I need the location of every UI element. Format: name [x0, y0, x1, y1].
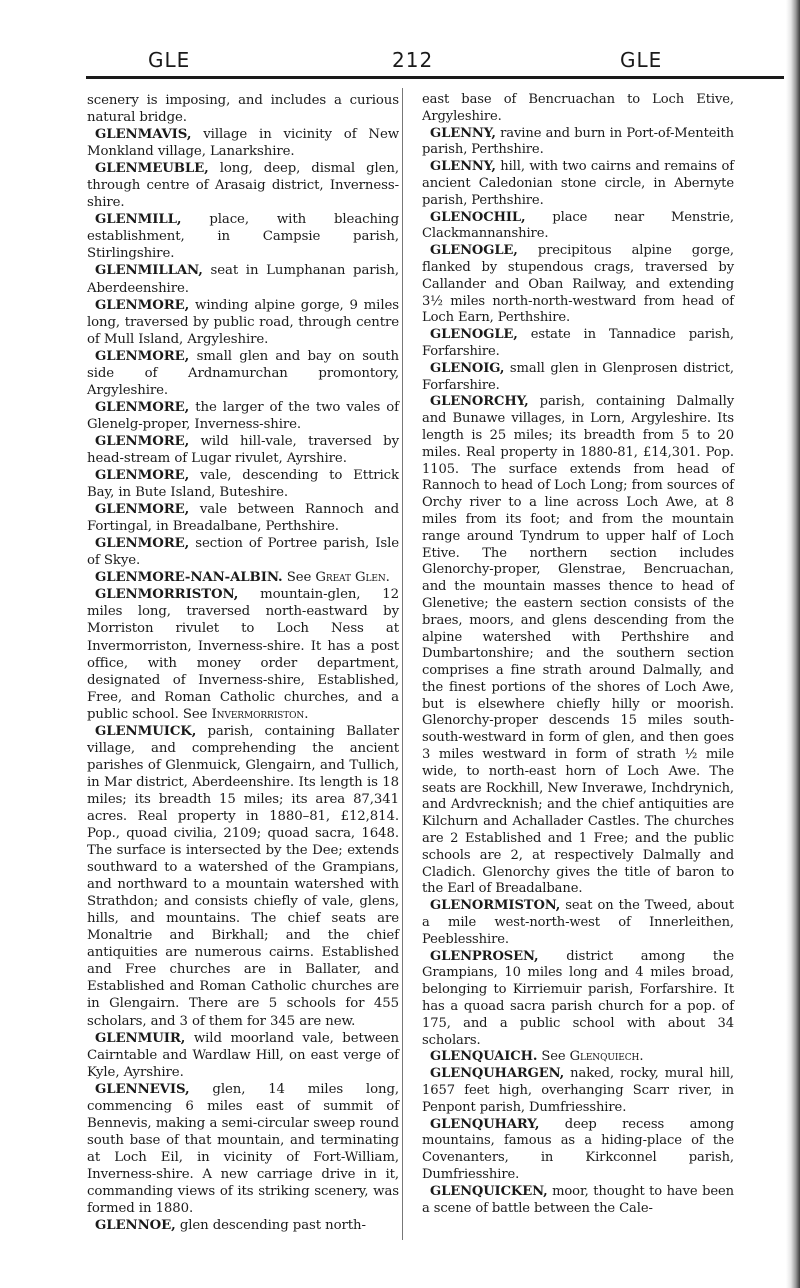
entry-text: east base of Bencruachan to Loch Etive, Argyleshire. — [422, 92, 734, 124]
gazetteer-entry — [87, 399, 399, 433]
entry-headword: GLENMUICK, — [95, 723, 197, 739]
entry-headword: GLENMORE, — [95, 468, 190, 484]
header-rule — [86, 76, 784, 79]
gazetteer-entry — [87, 501, 399, 535]
entry-text: winding alpine gorge, 9 miles long, traversed by public road, through centre of Mull Island, Argyleshire. — [87, 297, 399, 347]
gazetteer-entry — [87, 433, 399, 467]
entry-text: parish, containing Dalmally and Bunawe villages, in Lorn, Argyleshire. Its length is 25 miles; its breadth from 5 to 20 miles. Real property in 1880-81, £14,301. Pop. 1105. The surface extends from head of Rannoch to head of Loch Long; from sources of Orchy river to a line across Loch Awe, at 8 miles from its foot; and from the mountain range around Tyndrum to upper half of Loch Etive. The northern section includes Glenorchy-proper, Glenstrae, Bencruachan, and the mountain masses thence to head of Glenetive; the eastern section consists of the braes, moors, and glens descending from the alpine watershed with Perthshire and Dumbartonshire; and the southern section comprises a fine strath around Dalmally, and the finest portions of the shores of Loch Awe, but is elsewhere chiefly hilly or moorish. Glenorchy-proper descends 15 miles south-south-westward in form of glen, and then goes 3 miles westward in form of strath ½ mile wide, to north-east horn of Loch Awe. The seats are Rockhill, New Inverawe, Inchdrynich, and Ardvrecknish; and the chief antiquities are Kilchurn and Achallader Castles. The churches are 2 Established and 1 Free; and the public schools are 2, at respectively Dalmally and Cladich. Glenorchy gives the title of baron to the Earl of Breadalbane. — [422, 394, 734, 897]
entry-text: wild hill-vale, traversed by head-stream of Lugar rivulet, Ayrshire. — [87, 433, 399, 466]
entry-text: small glen in Glenprosen district, Forfarshire. — [422, 360, 734, 393]
gazetteer-entry — [87, 569, 399, 586]
entry-text: small glen and bay on south side of Ardnamurchan promontory, Argyleshire. — [87, 348, 399, 398]
entry-text: place, with bleaching establishment, in Campsie parish, Stirlingshire. — [87, 212, 399, 262]
entry-text: scenery is imposing, and includes a curious natural bridge. — [87, 93, 399, 126]
entry-text: glen descending past north- — [175, 1218, 366, 1234]
entry-text: the larger of the two vales of Glenelg-proper, Inverness-shire. — [87, 399, 399, 432]
entry-headword: GLENOIG, — [430, 360, 505, 376]
entry-text: estate in Tannadice parish, Forfarshire. — [422, 327, 734, 359]
gazetteer-entry — [422, 327, 734, 361]
entry-text: precipitous alpine gorge, flanked by stupendous crags, traversed by Callander and Oban Railway, and extending 3½ miles north-north-westward from head of Loch Earn, Perthshire. — [422, 243, 734, 326]
gazetteer-entry — [87, 92, 399, 126]
gazetteer-entry — [422, 1066, 734, 1116]
entry-text: vale between Rannoch and Fortingal, in Breadalbane, Perthshire. — [87, 502, 399, 535]
page-number: 212 — [392, 48, 434, 72]
entry-text: seat on the Tweed, about a mile west-north-west of Innerleithen, Peeblesshire. — [422, 898, 734, 947]
gazetteer-entry — [422, 394, 734, 898]
gazetteer-entry — [87, 348, 399, 399]
gazetteer-entry — [422, 243, 734, 327]
gazetteer-entry — [87, 1081, 399, 1217]
entry-text: mountain-glen, 12 miles long, traversed north-eastward by Morriston rivulet to Loch Ness at Invermorriston, Inverness-shire. It has a post office, with money order department, designated of Inverness-shire, Established, Free, and Roman Catholic churches, and a public school. See — [87, 587, 399, 722]
entry-headword: GLENOGLE, — [430, 243, 518, 259]
gazetteer-entry — [87, 160, 399, 211]
entry-headword: GLENMEUBLE, — [95, 161, 209, 177]
entry-text: See — [537, 1049, 570, 1065]
entry-headword: GLENNEVIS, — [95, 1081, 190, 1097]
entry-headword: GLENMORE, — [95, 399, 190, 415]
entry-headword: GLENMORE, — [95, 536, 190, 552]
entry-text: glen, 14 miles long, commencing 6 miles east of summit of Bennevis, making a semi-circular sweep round south base of that mountain, and terminating at Loch Eil, in vicinity of Fort-William, Inverness-shire. A new carriage drive in it, commanding views of its striking scenery, was formed in 1880. — [87, 1081, 399, 1217]
gazetteer-entry — [422, 898, 734, 948]
cross-reference: Invermorriston — [211, 706, 305, 722]
entry-headword: GLENORMISTON, — [430, 898, 561, 914]
gazetteer-entry — [422, 1049, 734, 1066]
entry-text: section of Portree parish, Isle of Skye. — [87, 536, 399, 569]
cross-reference: Great Glen — [315, 570, 386, 586]
left-column — [87, 92, 399, 1234]
entry-headword: GLENQUICKEN, — [430, 1183, 548, 1199]
gazetteer-entry — [87, 586, 399, 722]
entry-headword: GLENMORE, — [95, 297, 190, 313]
entry-headword: GLENMILL, — [95, 212, 182, 228]
entry-headword: GLENQUAICH. — [430, 1049, 538, 1065]
entry-text: vale, descending to Ettrick Bay, in Bute Island, Buteshire. — [87, 468, 399, 501]
entry-text: hill, with two cairns and remains of ancient Caledonian stone circle, in Abernyte parish, Perthshire. — [422, 159, 734, 208]
gazetteer-entry — [422, 126, 734, 160]
entry-headword: GLENQUHARY, — [430, 1116, 540, 1132]
gazetteer-entry — [422, 92, 734, 126]
gazetteer-entry — [87, 723, 399, 1030]
entry-text-end: . — [385, 570, 390, 586]
gazetteer-entry — [87, 467, 399, 501]
gazetteer-entry — [422, 210, 734, 244]
entry-text: See — [282, 570, 316, 586]
gazetteer-entry — [87, 262, 399, 296]
cross-reference: Glenquiech — [569, 1049, 640, 1065]
entry-headword: GLENOCHIL, — [430, 209, 526, 225]
gazetteer-entry — [87, 1217, 399, 1234]
entry-headword: GLENMORE-NAN-ALBIN. — [95, 570, 283, 586]
entry-text: seat in Lumphanan parish, Aberdeenshire. — [87, 263, 399, 296]
entry-text: place near Menstrie, Clackmannanshire. — [422, 209, 734, 242]
entry-text: parish, containing Ballater village, and comprehending the ancient parishes of Glenmuick, Glengairn, and Tullich, in Mar district, Aberdeenshire. Its length is 18 miles; its breadth 15 miles; its area 87,341 acres. Real property in 1880–81, £12,814. Pop., quoad civilia, 2109; quoad sacra, 1648. The surface is intersected by the Dee; extends southward to a watershed of the Grampians, and northward to a mountain watershed with Strathdon; and consists chiefly of vale, glens, hills, and mountains. The chief seats are Monaltrie and Birkhall; and the chief antiquities are numerous cairns. Established and Free churches are in Ballater, and Established and Roman Catholic churches are in Glengairn. There are 5 schools for 455 scholars, and 3 of them for 345 are new. — [87, 723, 399, 1029]
entry-text: wild moorland vale, between Cairntable and Wardlaw Hill, on east verge of Kyle, Ayrshire. — [87, 1030, 399, 1080]
entry-text: district among the Grampians, 10 miles long and 4 miles broad, belonging to Kirriemuir parish, Forfarshire. It has a quoad sacra parish church for a pop. of 175, and a public school with about 34 scholars. — [422, 948, 734, 1048]
entry-text-end: . — [304, 706, 309, 722]
entry-headword: GLENPROSEN, — [430, 948, 539, 964]
gazetteer-entry — [87, 211, 399, 262]
gazetteer-entry — [87, 535, 399, 569]
gazetteer-entry — [87, 297, 399, 348]
entry-text-end: . — [639, 1049, 644, 1065]
entry-text: village in vicinity of New Monkland village, Lanarkshire. — [87, 127, 399, 160]
entry-headword: GLENMILLAN, — [95, 263, 203, 279]
entry-text: long, deep, dismal glen, through centre of Arasaig district, Inverness-shire. — [87, 161, 399, 211]
gazetteer-entry — [87, 126, 399, 160]
gazetteer-entry — [422, 159, 734, 209]
page-edge-shadow — [786, 0, 800, 1288]
entry-text: deep recess among mountains, famous as a hiding-place of the Covenanters, in Kirkconnel parish, Dumfriesshire. — [422, 1116, 734, 1182]
entry-headword: GLENQUHARGEN, — [430, 1066, 565, 1082]
gazetteer-entry — [422, 361, 734, 395]
right-column — [422, 92, 734, 1217]
entry-text: naked, rocky, mural hill, 1657 feet high, overhanging Scarr river, in Penpont parish, Dumfriesshire. — [422, 1066, 734, 1115]
entry-headword: GLENMORE, — [95, 433, 190, 449]
column-divider — [402, 88, 403, 1240]
header-left-guide-word: GLE — [148, 48, 191, 72]
entry-headword: GLENORCHY, — [430, 394, 529, 410]
entry-headword: GLENMUIR, — [95, 1030, 186, 1046]
gazetteer-entry — [87, 1030, 399, 1081]
page-header — [0, 48, 800, 72]
entry-headword: GLENMORE, — [95, 502, 190, 518]
entry-headword: GLENMORE, — [95, 348, 190, 364]
entry-headword: GLENMORRISTON, — [95, 587, 239, 603]
entry-text: ravine and burn in Port-of-Menteith parish, Perthshire. — [422, 125, 734, 158]
gazetteer-entry — [422, 1117, 734, 1184]
entry-headword: GLENNY, — [430, 159, 496, 175]
entry-text: moor, thought to have been a scene of battle between the Cale- — [422, 1183, 734, 1216]
entry-headword: GLENMAVIS, — [95, 127, 192, 143]
entry-headword: GLENOGLE, — [430, 327, 518, 343]
header-right-guide-word: GLE — [620, 48, 663, 72]
entry-headword: GLENNOE, — [95, 1218, 176, 1234]
gazetteer-entry — [422, 949, 734, 1050]
gazetteer-entry — [422, 1184, 734, 1218]
entry-headword: GLENNY, — [430, 125, 496, 141]
